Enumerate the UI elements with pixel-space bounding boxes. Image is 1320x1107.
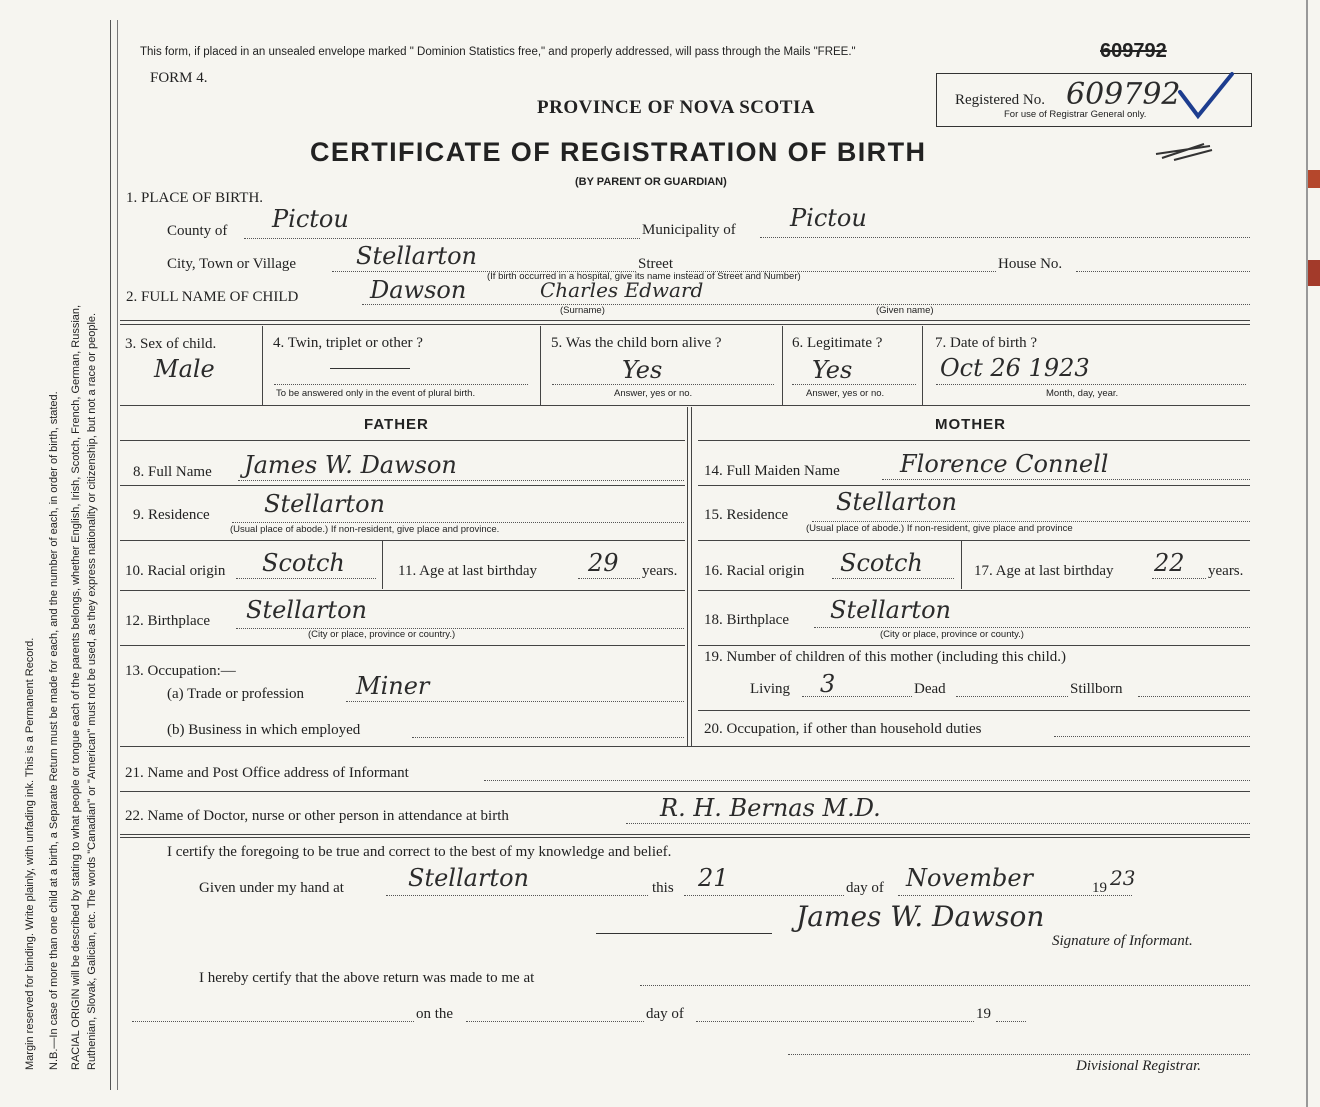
city-value: Stellarton xyxy=(356,242,477,270)
rule-bottom-items xyxy=(120,405,1250,406)
father-residence-value: Stellarton xyxy=(264,490,385,518)
divider-4-5 xyxy=(540,326,541,406)
child-surname: Dawson xyxy=(370,276,467,304)
living-label: Living xyxy=(750,681,790,697)
stillborn-label: Stillborn xyxy=(1070,681,1123,697)
registrar-note: For use of Registrar General only. xyxy=(1004,109,1147,120)
county-line xyxy=(244,238,640,239)
informant-label: 21. Name and Post Office address of Informant xyxy=(125,765,409,781)
margin-rule-left xyxy=(110,20,111,1090)
alive-caption: Answer, yes or no. xyxy=(614,388,693,399)
mother-race-value: Scotch xyxy=(840,549,923,577)
father-birthplace-caption: (City or place, province or country.) xyxy=(308,629,456,640)
mother-birthplace-label: 18. Birthplace xyxy=(704,612,789,628)
mail-notice: This form, if placed in an unsealed envelope marked " Dominion Statistics free," and properly addressed, will pass through the Mails "FREE." xyxy=(140,46,856,58)
living-value: 3 xyxy=(820,670,836,698)
mother-rule-4 xyxy=(698,590,1250,591)
father-business-line xyxy=(412,737,684,738)
dead-label: Dead xyxy=(914,681,946,697)
mother-name-label: 14. Full Maiden Name xyxy=(704,463,840,479)
day-of-label: day of xyxy=(846,880,884,896)
mother-name-value: Florence Connell xyxy=(900,450,1109,478)
page-edge xyxy=(1306,0,1308,1107)
father-age-line xyxy=(578,578,640,579)
father-age-label: 11. Age at last birthday xyxy=(398,563,537,579)
twin-note: To be answered only in the event of plural birth. xyxy=(276,388,476,399)
alive-line xyxy=(552,384,774,385)
father-name-value: James W. Dawson xyxy=(244,451,457,479)
side-note-binding: Margin reserved for binding. Write plainly, with unfading ink. This is a Permanent Record. xyxy=(24,637,36,1070)
registrar-year-prefix: 19 xyxy=(976,1006,991,1022)
day-line xyxy=(684,895,844,896)
alive-label: 5. Was the child born alive ? xyxy=(551,335,722,351)
scribble-mark-icon xyxy=(1154,140,1214,167)
divider-5-6 xyxy=(782,326,783,406)
mother-name-line xyxy=(882,479,1250,480)
rule-top-items-2 xyxy=(120,324,1250,325)
certify-statement: I certify the foregoing to be true and correct to the best of my knowledge and belief. xyxy=(167,844,672,860)
dead-line xyxy=(956,696,1068,697)
child-name-label: 2. FULL NAME OF CHILD xyxy=(126,289,299,305)
form-number: FORM 4. xyxy=(150,70,208,86)
legitimate-caption: Answer, yes or no. xyxy=(806,388,885,399)
father-birthplace-label: 12. Birthplace xyxy=(125,613,210,629)
father-trade-label: (a) Trade or profession xyxy=(167,686,305,702)
mother-race-divider xyxy=(961,541,962,589)
father-trade-line xyxy=(346,701,684,702)
alive-value: Yes xyxy=(622,356,663,384)
struck-number: 609792 xyxy=(1100,40,1167,62)
month-value: November xyxy=(906,864,1034,892)
side-note-racial-origin-cont: Ruthenian, Slovak, Galician, etc. The words "Canadian" or "American" must not be used, as they express nationality or citizenship, but not a race or people. xyxy=(86,312,98,1070)
father-rule-4 xyxy=(120,590,685,591)
registered-number: 609792 xyxy=(1066,77,1181,112)
registrar-caption: Divisional Registrar. xyxy=(1076,1058,1202,1074)
dob-label: 7. Date of birth ? xyxy=(935,335,1038,351)
sex-value: Male xyxy=(154,355,215,383)
sex-label: 3. Sex of child. xyxy=(125,336,217,352)
registrar-prefix-line xyxy=(132,1021,414,1022)
day-value: 21 xyxy=(698,864,729,892)
father-rule-1 xyxy=(120,440,685,441)
mother-race-line xyxy=(832,578,954,579)
house-line xyxy=(1076,271,1250,272)
certificate-subtitle: (BY PARENT OR GUARDIAN) xyxy=(575,176,727,188)
registrar-on-the: on the xyxy=(416,1006,454,1022)
county-value: Pictou xyxy=(272,205,349,233)
side-note-racial-origin: RACIAL ORIGIN will be described by stating to what people or tongue each of the parents belongs, whether English, Irish, Scotch, French, German, Russian, xyxy=(70,304,82,1070)
father-name-label: 8. Full Name xyxy=(133,464,212,480)
father-birthplace-line xyxy=(236,628,684,629)
municipality-label: Municipality of xyxy=(642,222,736,238)
mother-rule-3 xyxy=(698,540,1250,541)
mother-heading: MOTHER xyxy=(935,416,1006,433)
mother-age-label: 17. Age at last birthday xyxy=(974,563,1114,579)
edge-mark-top xyxy=(1308,170,1320,188)
given-place-line xyxy=(386,895,648,896)
father-rule-2 xyxy=(120,485,685,486)
child-name-line xyxy=(362,304,1250,305)
father-residence-line xyxy=(232,522,684,523)
legitimate-label: 6. Legitimate ? xyxy=(792,335,883,351)
legitimate-line xyxy=(792,384,916,385)
mother-rule-5 xyxy=(698,645,1250,646)
mother-birthplace-caption: (City or place, province or county.) xyxy=(880,629,1024,640)
mother-age-line xyxy=(1152,578,1206,579)
side-note-multiple-births: N.B.—In case of more than one child at a birth, a Separate Return must be made for each, and the number of each, in order of birth, stated. xyxy=(48,391,60,1070)
father-business-label: (b) Business in which employed xyxy=(167,722,361,738)
child-given-name: Charles Edward xyxy=(540,278,704,302)
doctor-line xyxy=(626,823,1250,824)
mother-occupation-line xyxy=(1054,736,1250,737)
twin-line xyxy=(274,384,528,385)
father-residence-caption: (Usual place of abode.) If non-resident, give place and province. xyxy=(230,524,500,535)
this-label: this xyxy=(652,880,674,896)
mother-residence-caption: (Usual place of abode.) If non-resident, give place and province xyxy=(806,523,1073,534)
registrar-certify: I hereby certify that the above return was made to me at xyxy=(199,970,535,986)
children-label: 19. Number of children of this mother (including this child.) xyxy=(704,649,1067,665)
municipality-value: Pictou xyxy=(790,204,867,232)
mother-residence-value: Stellarton xyxy=(836,488,957,516)
dob-caption: Month, day, year. xyxy=(1046,388,1119,399)
living-line xyxy=(802,696,912,697)
legitimate-value: Yes xyxy=(812,356,853,384)
father-occupation-label: 13. Occupation:— xyxy=(125,663,236,679)
dob-line xyxy=(936,384,1246,385)
doctor-label: 22. Name of Doctor, nurse or other person in attendance at birth xyxy=(125,808,509,824)
registrar-day-of: day of xyxy=(646,1006,684,1022)
stillborn-line xyxy=(1138,696,1250,697)
registrar-signature-line xyxy=(788,1054,1250,1055)
divider-3-4 xyxy=(262,326,263,406)
twin-label: 4. Twin, triplet or other ? xyxy=(273,335,423,351)
hospital-note: (If birth occurred in a hospital, give its name instead of Street and Number) xyxy=(487,271,801,282)
father-birthplace-value: Stellarton xyxy=(246,596,367,624)
mother-residence-label: 15. Residence xyxy=(704,507,789,523)
informant-signature: James W. Dawson xyxy=(796,900,1045,933)
father-years: years. xyxy=(642,563,678,579)
mother-rule-1 xyxy=(698,440,1250,441)
parent-divider-1 xyxy=(687,407,688,747)
given-place-value: Stellarton xyxy=(408,864,529,892)
father-rule-3 xyxy=(120,540,685,541)
rule-after-doctor xyxy=(120,834,1250,835)
father-race-line xyxy=(236,578,376,579)
rule-after-doctor-2 xyxy=(120,837,1250,838)
father-race-label: 10. Racial origin xyxy=(125,563,226,579)
county-label: County of xyxy=(167,223,228,239)
given-under-label: Given under my hand at xyxy=(199,880,344,896)
rule-top-items xyxy=(120,320,1250,321)
mother-years: years. xyxy=(1208,563,1244,579)
father-name-line xyxy=(238,480,684,481)
certificate-title: CERTIFICATE OF REGISTRATION OF BIRTH xyxy=(310,137,927,167)
rule-after-parents xyxy=(120,746,1250,747)
mother-race-label: 16. Racial origin xyxy=(704,563,805,579)
mother-rule-2 xyxy=(698,485,1250,486)
divider-6-7 xyxy=(922,326,923,406)
father-race-divider xyxy=(382,541,383,589)
province-heading: PROVINCE OF NOVA SCOTIA xyxy=(537,97,816,118)
place-heading: 1. PLACE OF BIRTH. xyxy=(126,190,264,206)
father-race-value: Scotch xyxy=(262,549,345,577)
edge-mark-bottom xyxy=(1308,260,1320,286)
street-label: Street xyxy=(638,256,673,272)
father-trade-value: Miner xyxy=(356,672,430,700)
signature-caption: Signature of Informant. xyxy=(1052,933,1193,949)
dob-value: Oct 26 1923 xyxy=(940,354,1090,382)
given-name-caption: (Given name) xyxy=(876,305,934,316)
father-residence-label: 9. Residence xyxy=(133,507,210,523)
house-label: House No. xyxy=(998,256,1063,272)
doctor-value: R. H. Bernas M.D. xyxy=(660,794,881,822)
mother-birthplace-value: Stellarton xyxy=(830,596,951,624)
year-prefix: 19 xyxy=(1092,880,1107,896)
city-label: City, Town or Village xyxy=(167,256,297,272)
mother-birthplace-line xyxy=(814,627,1250,628)
informant-line xyxy=(484,780,1250,781)
father-rule-5 xyxy=(120,645,685,646)
registrar-place-line xyxy=(640,985,1250,986)
parent-divider-2 xyxy=(691,407,692,747)
margin-rule-right xyxy=(117,20,118,1090)
mother-age-value: 22 xyxy=(1154,549,1185,577)
mother-residence-line xyxy=(812,521,1250,522)
mother-rule-6 xyxy=(698,710,1250,711)
father-heading: FATHER xyxy=(364,416,429,433)
twin-dash xyxy=(330,368,410,369)
mother-occupation-label: 20. Occupation, if other than household duties xyxy=(704,721,982,737)
registrar-month-line xyxy=(696,1021,974,1022)
signature-rule-left xyxy=(596,933,772,934)
rule-after-informant xyxy=(120,791,1250,792)
registrar-day-line xyxy=(466,1021,644,1022)
father-age-value: 29 xyxy=(588,549,619,577)
municipality-line xyxy=(760,237,1250,238)
checkmark-icon xyxy=(1176,70,1236,127)
surname-caption: (Surname) xyxy=(560,305,605,316)
registrar-year-line xyxy=(996,1021,1026,1022)
registered-label: Registered No. xyxy=(955,92,1045,108)
year-value: 23 xyxy=(1110,866,1136,890)
